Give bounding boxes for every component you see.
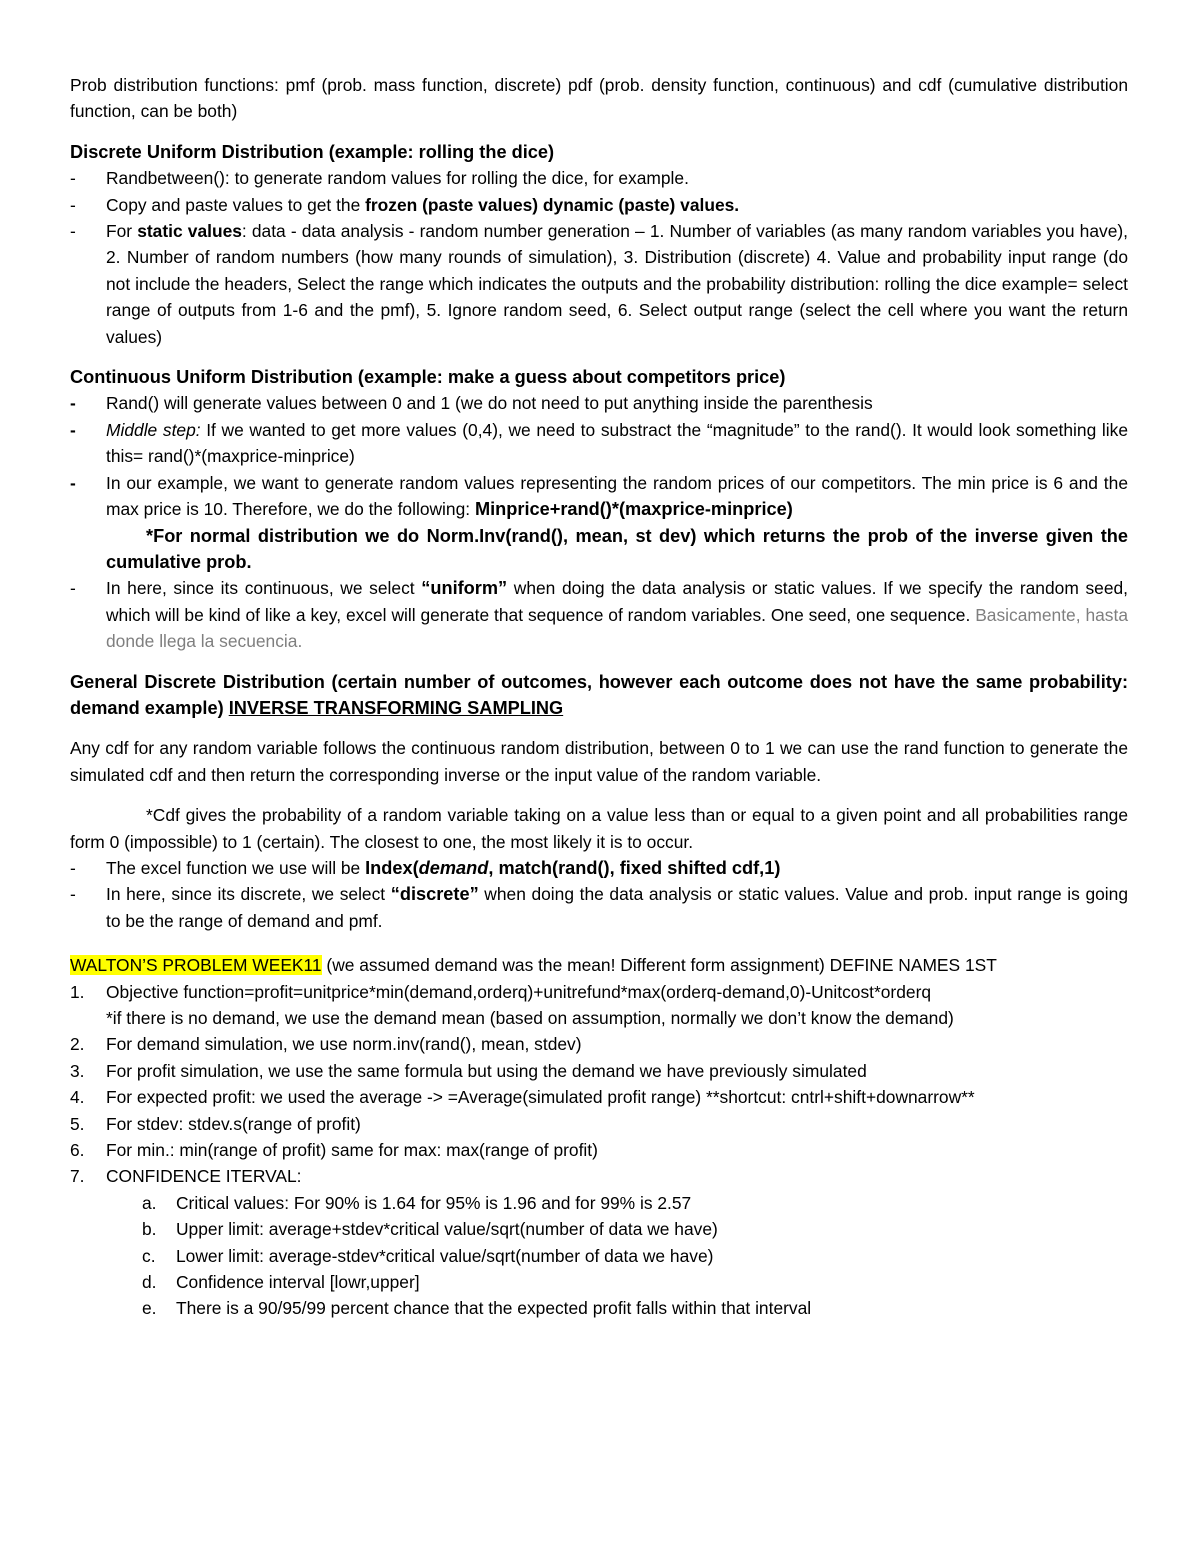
number-marker: 4. bbox=[70, 1087, 85, 1108]
list-item-subnote: *if there is no demand, we use the demand mean (based on assumption, normally we don’t know the demand) bbox=[106, 1008, 954, 1028]
dash-marker: - bbox=[70, 884, 76, 905]
list-item bbox=[70, 470, 1128, 523]
list-item-text: For stdev: stdev.s(range of profit) bbox=[106, 1113, 361, 1134]
sub-list-item bbox=[70, 1269, 1128, 1295]
section-heading-discrete-uniform: Discrete Uniform Distribution (example: rolling the dice) bbox=[70, 141, 555, 162]
list-item bbox=[70, 979, 1128, 1032]
dash-marker: - bbox=[70, 393, 76, 414]
dash-marker: - bbox=[70, 194, 76, 215]
dash-marker: - bbox=[70, 168, 76, 189]
letter-marker: d. bbox=[142, 1272, 157, 1293]
list-item bbox=[70, 1163, 1128, 1189]
list-item-text: For expected profit: we used the average -> =Average(simulated profit range) **shortcut: cntrl+shift+downarrow** bbox=[106, 1087, 975, 1108]
list-item bbox=[70, 855, 1128, 881]
discrete-uniform-list bbox=[70, 165, 1128, 350]
bold-italic-text: demand bbox=[418, 857, 489, 878]
normal-distribution-note: *For normal distribution we do Norm.Inv(rand(), mean, st dev) which returns the prob of the inverse given the cumulative prob. bbox=[106, 525, 1128, 572]
bold-formula: , match(rand(), fixed shifted cdf,1) bbox=[488, 857, 781, 878]
sub-list-item bbox=[70, 1216, 1128, 1242]
number-marker: 5. bbox=[70, 1113, 85, 1134]
sub-list-item-text: Lower limit: average-stdev*critical value/sqrt(number of data we have) bbox=[176, 1245, 714, 1266]
list-item bbox=[70, 218, 1128, 350]
list-item bbox=[70, 1084, 1128, 1110]
confidence-interval-sublist bbox=[70, 1190, 1128, 1322]
sub-list-item-text: Confidence interval [lowr,upper] bbox=[176, 1272, 420, 1293]
intro-paragraph: Prob distribution functions: pmf (prob. mass function, discrete) pdf (prob. density function, continuous) and cdf (cumulative distribution function, can be both) bbox=[70, 75, 1128, 122]
list-item bbox=[70, 192, 1128, 218]
general-discrete-list bbox=[70, 855, 1128, 934]
number-marker: 7. bbox=[70, 1166, 85, 1187]
list-item bbox=[70, 1111, 1128, 1137]
list-item bbox=[70, 1031, 1128, 1057]
bold-text: “uniform” bbox=[421, 578, 508, 599]
list-item bbox=[70, 1058, 1128, 1084]
continuous-uniform-list bbox=[70, 390, 1128, 654]
heading-bold-text: General Discrete Distribution (certain number of outcomes, however each outcome does not have the same probability: demand example) bbox=[70, 671, 1128, 718]
list-item-text: when doing the data analysis or static values. If we specify the random seed, which will be kind of like a key, excel will generate that sequence of random variables. One seed, one sequence. bbox=[106, 578, 1128, 625]
list-item-text: In here, since its continuous, we select bbox=[106, 578, 422, 599]
dash-marker: - bbox=[70, 472, 76, 493]
list-item-text: The excel function we use will be bbox=[106, 857, 366, 878]
list-item-text: when doing the data analysis or static values. Value and prob. input range is going to be the range of demand and pmf. bbox=[106, 884, 1128, 931]
list-item bbox=[70, 417, 1128, 470]
list-item-text: If we wanted to get more values (0,4), we need to substract the “magnitude” to the rand(). It would look something like this= rand()*(maxprice-minprice) bbox=[106, 419, 1128, 467]
dash-marker: - bbox=[70, 578, 76, 599]
sub-list-item-text: Upper limit: average+stdev*critical value/sqrt(number of data we have) bbox=[176, 1219, 718, 1240]
list-item-text: Objective function=profit=unitprice*min(demand,orderq)+unitrefund*max(orderq-demand,0)-Unitcost*orderq bbox=[106, 981, 932, 1002]
list-item-text: In our example, we want to generate random values representing the random prices of our competitors. The min price is 6 and the max price is 10. Therefore, we do the following: bbox=[106, 472, 1128, 520]
sub-list-item bbox=[70, 1295, 1128, 1321]
list-item-text: For demand simulation, we use norm.inv(rand(), mean, stdev) bbox=[106, 1034, 582, 1055]
bold-formula: Minprice+rand()*(maxprice-minprice) bbox=[474, 499, 793, 520]
list-item-text: For profit simulation, we use the same formula but using the demand we have previously simulated bbox=[106, 1060, 867, 1081]
list-item bbox=[70, 1137, 1128, 1163]
cdf-paragraph: Any cdf for any random variable follows the continuous random distribution, between 0 to 1 we can use the rand function to generate the simulated cdf and then return the corresponding inverse or the input value of the random variable. bbox=[70, 738, 1128, 785]
list-item-text: For bbox=[106, 221, 138, 242]
bold-text: static values bbox=[137, 221, 242, 242]
list-item-text: CONFIDENCE ITERVAL: bbox=[106, 1166, 302, 1187]
number-marker: 1. bbox=[70, 981, 85, 1002]
sub-list-item bbox=[70, 1190, 1128, 1216]
list-item-text: Rand() will generate values between 0 and 1 (we do not need to put anything inside the parenthesis bbox=[106, 393, 873, 414]
dash-marker: - bbox=[70, 857, 76, 878]
italic-text: Middle step: bbox=[106, 419, 201, 440]
bold-text: frozen (paste values) dynamic (paste) values. bbox=[365, 194, 740, 215]
sub-list-item bbox=[70, 1243, 1128, 1269]
list-item bbox=[70, 165, 1128, 191]
letter-marker: a. bbox=[142, 1192, 157, 1213]
list-item bbox=[70, 881, 1128, 934]
list-item-text: : data - data analysis - random number generation – 1. Number of variables (as many random variables you have), 2. Number of random numbers (how many rounds of simulation), 3. Distribution (discrete) 4. Value and probability input range (do not include the headers, Select the range which indicates the outputs and the probability distribution: rolling the dice example= select range of outputs from 1-6 and the pmf), 5. Ignore random seed, 6. Select output range (select the cell where you want the return values) bbox=[106, 221, 1129, 347]
bold-text: “discrete” bbox=[390, 884, 479, 905]
list-item bbox=[70, 390, 1128, 416]
list-item bbox=[70, 575, 1128, 654]
list-item-text: Randbetween(): to generate random values for rolling the dice, for example. bbox=[106, 168, 689, 189]
list-item-text: Copy and paste values to get the bbox=[106, 194, 366, 215]
sub-list-item-text: Critical values: For 90% is 1.64 for 95% is 1.96 and for 99% is 2.57 bbox=[176, 1192, 692, 1213]
normal-distribution-note-item bbox=[70, 523, 1128, 576]
section-heading-general-discrete bbox=[70, 669, 1128, 722]
spanish-note: Basicamente, hasta donde llega la secuencia. bbox=[106, 604, 1128, 652]
letter-marker: b. bbox=[142, 1219, 157, 1240]
section-heading-continuous-uniform: Continuous Uniform Distribution (example: make a guess about competitors price) bbox=[70, 367, 786, 388]
heading-underlined-text: INVERSE TRANSFORMING SAMPLING bbox=[228, 697, 564, 718]
sub-list-item-text: There is a 90/95/99 percent chance that the expected profit falls within that interval bbox=[176, 1298, 812, 1319]
dash-marker: - bbox=[70, 419, 76, 440]
number-marker: 6. bbox=[70, 1140, 85, 1161]
number-marker: 2. bbox=[70, 1034, 85, 1055]
document-page bbox=[70, 72, 1128, 1322]
list-item-text: In here, since its discrete, we select bbox=[106, 884, 391, 905]
number-marker: 3. bbox=[70, 1060, 85, 1081]
highlighted-title: WALTON’S PROBLEM WEEK11 bbox=[70, 955, 322, 976]
list-item-text: For min.: min(range of profit) same for max: max(range of profit) bbox=[106, 1140, 598, 1161]
cdf-note-paragraph: *Cdf gives the probability of a random variable taking on a value less than or equal to a given point and all probabilities range form 0 (impossible) to 1 (certain). The closest to one, the most likely it is to occur. bbox=[70, 805, 1128, 852]
walton-steps-list bbox=[70, 979, 1128, 1190]
dash-marker: - bbox=[70, 221, 76, 242]
walton-heading bbox=[70, 952, 1128, 978]
letter-marker: c. bbox=[142, 1245, 156, 1266]
walton-heading-rest: (we assumed demand was the mean! Different form assignment) DEFINE NAMES 1ST bbox=[321, 955, 997, 976]
bold-formula: Index( bbox=[365, 857, 419, 878]
letter-marker: e. bbox=[142, 1298, 157, 1319]
